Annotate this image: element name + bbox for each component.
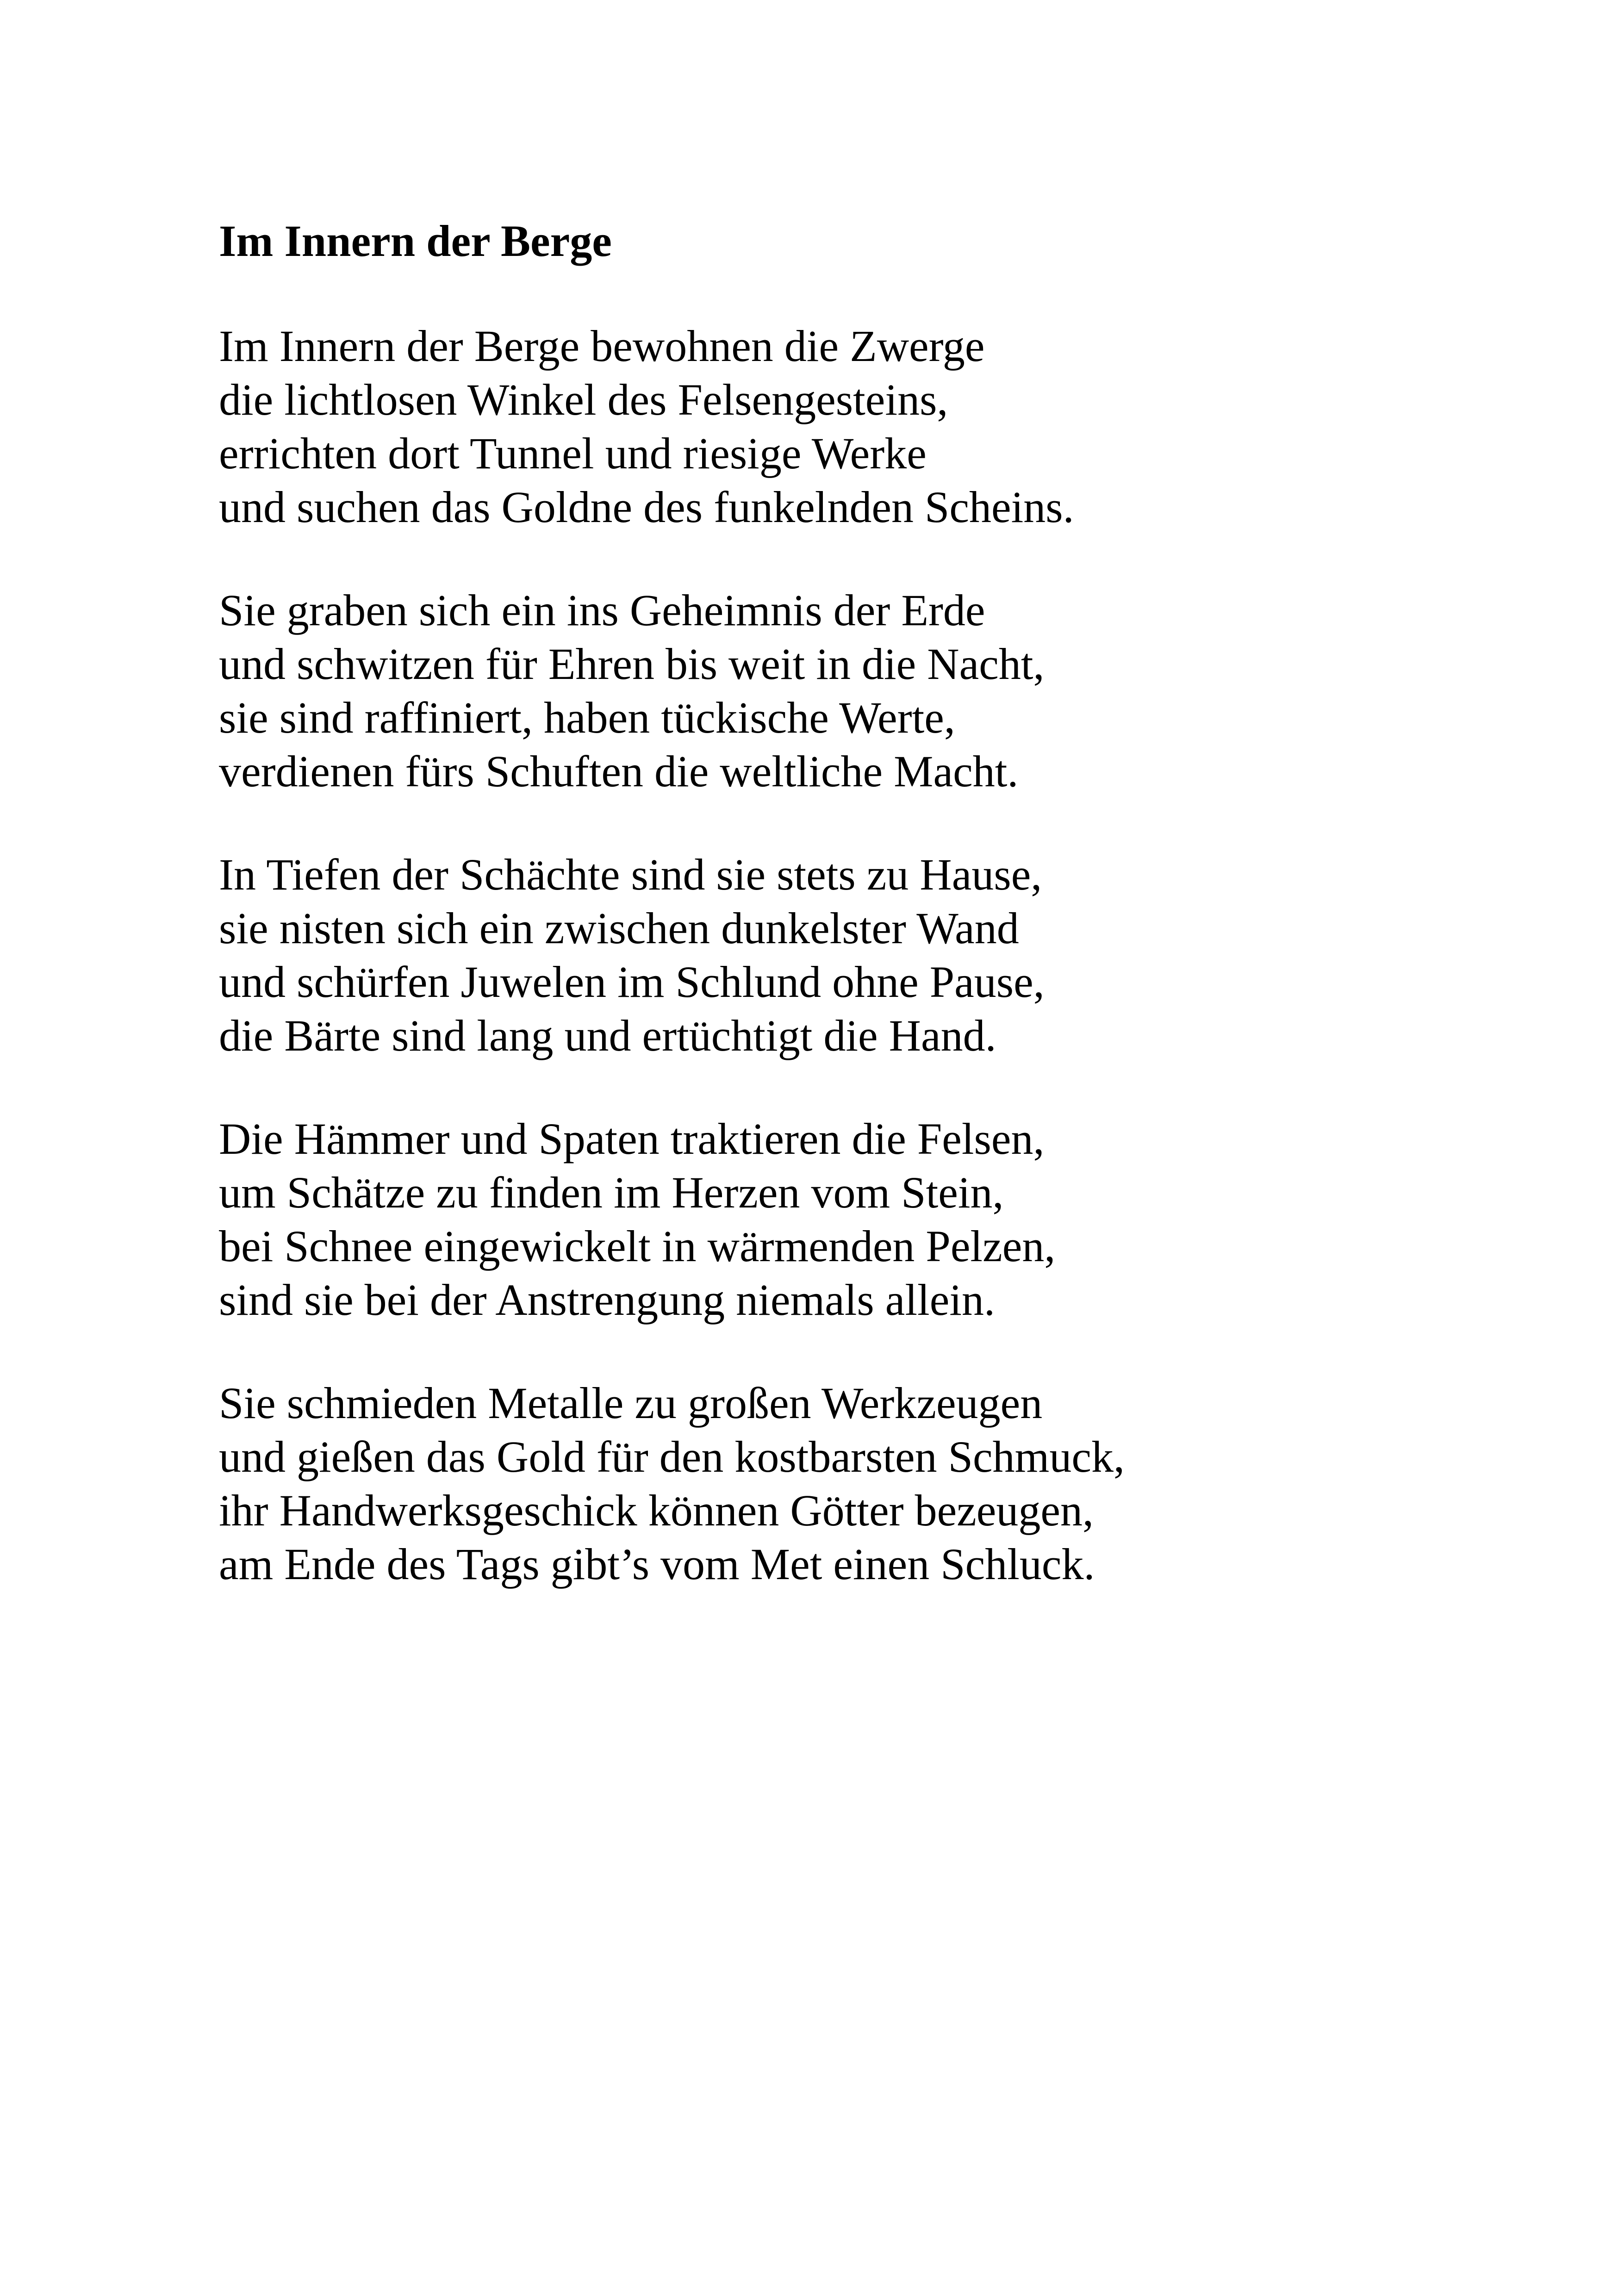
- stanza-1: [219, 319, 1561, 534]
- poem-line: Sie schmieden Metalle zu großen Werkzeugen: [219, 1378, 1043, 1428]
- poem-line: und schwitzen für Ehren bis weit in die Nacht,: [219, 639, 1045, 689]
- poem-line: um Schätze zu finden im Herzen vom Stein,: [219, 1168, 1004, 1217]
- poem-line: und schürfen Juwelen im Schlund ohne Pause,: [219, 957, 1045, 1007]
- poem-line: die lichtlosen Winkel des Felsengesteins,: [219, 375, 948, 424]
- poem-line: sie sind raffiniert, haben tückische Werte,: [219, 693, 955, 742]
- stanza-5: [219, 1376, 1561, 1591]
- stanza-2: [219, 584, 1561, 798]
- poem-line: errichten dort Tunnel und riesige Werke: [219, 429, 927, 478]
- poem-line: sie nisten sich ein zwischen dunkelster Wand: [219, 903, 1019, 953]
- poem-line: die Bärte sind lang und ertüchtigt die Hand.: [219, 1011, 996, 1060]
- poem-line: Die Hämmer und Spaten traktieren die Felsen,: [219, 1114, 1045, 1164]
- poem-title: Im Innern der Berge: [219, 216, 612, 266]
- poem-line: am Ende des Tags gibt’s vom Met einen Schluck.: [219, 1539, 1095, 1589]
- poem-line: und suchen das Goldne des funkelnden Scheins.: [219, 482, 1074, 532]
- poem-line: und gießen das Gold für den kostbarsten Schmuck,: [219, 1432, 1125, 1481]
- poem: [219, 214, 1561, 1641]
- poem-line: sind sie bei der Anstrengung niemals allein.: [219, 1275, 995, 1325]
- poem-line: verdienen fürs Schuften die weltliche Macht.: [219, 747, 1019, 796]
- poem-line: ihr Handwerksgeschick können Götter bezeugen,: [219, 1486, 1094, 1535]
- poem-line: In Tiefen der Schächte sind sie stets zu Hause,: [219, 850, 1042, 899]
- poem-line: Im Innern der Berge bewohnen die Zwerge: [219, 321, 985, 371]
- poem-line: Sie graben sich ein ins Geheimnis der Erde: [219, 585, 985, 635]
- stanza-4: [219, 1112, 1561, 1327]
- stanza-3: [219, 848, 1561, 1063]
- poem-line: bei Schnee eingewickelt in wärmenden Pelzen,: [219, 1221, 1056, 1271]
